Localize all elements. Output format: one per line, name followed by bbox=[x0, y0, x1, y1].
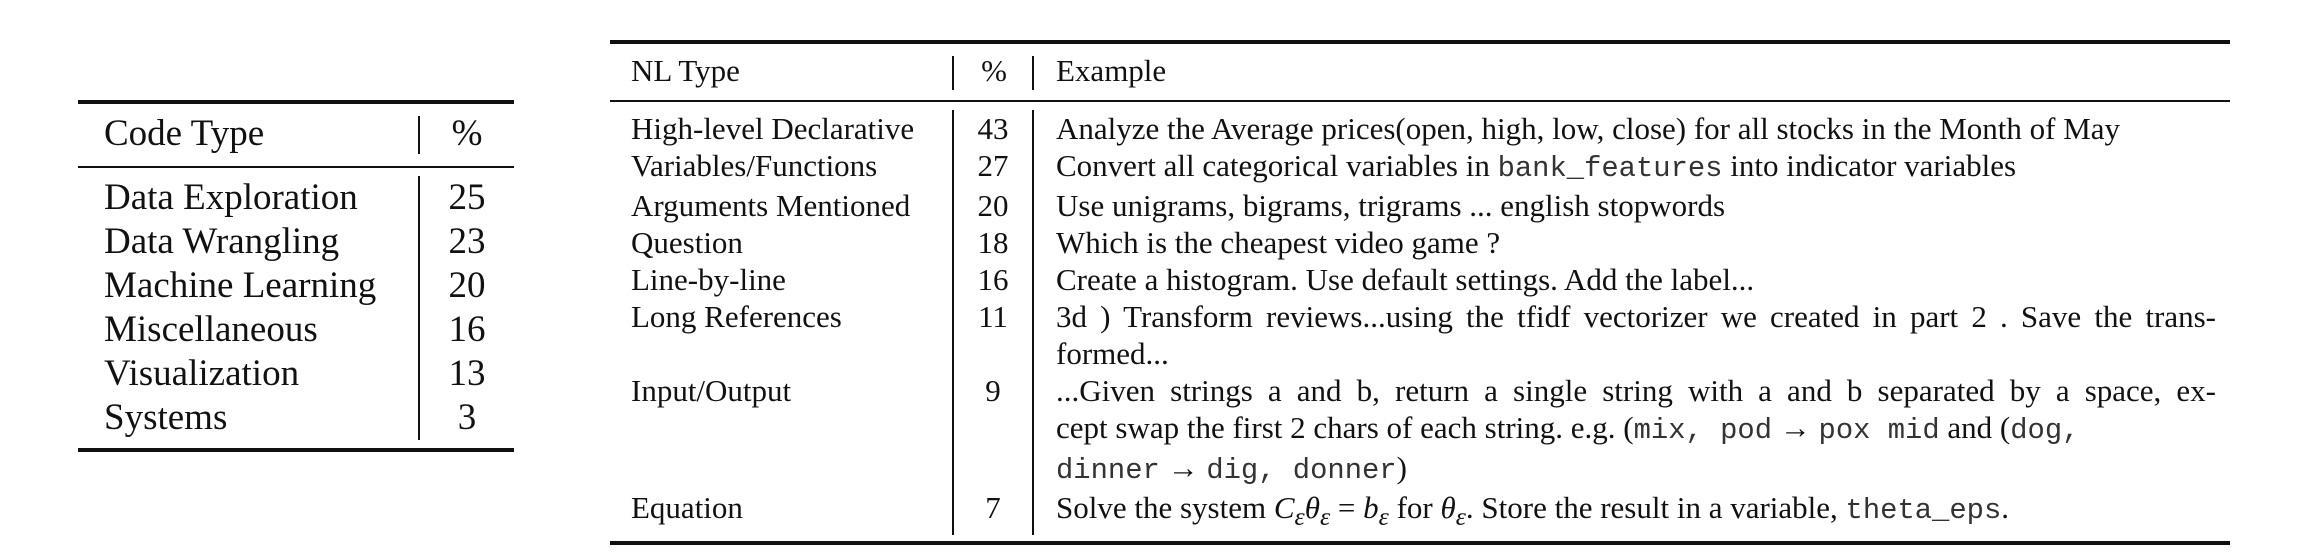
math-subscript: ε bbox=[1294, 502, 1305, 532]
table-row bbox=[610, 110, 2230, 147]
bottom-rule bbox=[610, 541, 2230, 545]
example-code: dig, donner bbox=[1206, 454, 1397, 487]
example-text-line3 bbox=[1056, 449, 2216, 489]
table-row bbox=[610, 489, 2230, 535]
math-symbol: θ bbox=[1304, 490, 1320, 525]
nl-type-cell: High-level Declarative bbox=[610, 110, 954, 147]
table-row bbox=[610, 372, 2230, 489]
nl-type-cell: Line-by-line bbox=[610, 261, 954, 298]
example-text-pre: Solve the system bbox=[1056, 490, 1274, 525]
example-text bbox=[1056, 147, 2216, 187]
example-code: mix, pod bbox=[1633, 414, 1773, 447]
header-code-type: Code Type bbox=[78, 104, 420, 166]
example-cell bbox=[1034, 372, 2230, 489]
table-row bbox=[78, 352, 514, 396]
example-text: Analyze the Average prices(open, high, low, close) for all stocks in the Month of May bbox=[1056, 111, 2121, 146]
math-symbol: θ bbox=[1440, 490, 1456, 525]
nl-type-cell: Long References bbox=[610, 298, 954, 372]
example-cell bbox=[1034, 489, 2230, 535]
example-code: theta_eps bbox=[1845, 494, 2002, 527]
example-text-line2: formed... bbox=[1056, 336, 1169, 371]
table-row bbox=[78, 220, 514, 264]
code-type-cell: Machine Learning bbox=[78, 264, 420, 308]
example-text: Which is the cheapest video game ? bbox=[1056, 225, 1501, 260]
percent-cell: 16 bbox=[448, 309, 486, 350]
table-row bbox=[78, 396, 514, 440]
example-code: bank_features bbox=[1497, 152, 1723, 185]
example-text-pre: Convert all categorical variables in bbox=[1056, 148, 1498, 183]
example-cell bbox=[1034, 110, 2230, 147]
nl-type-cell: Arguments Mentioned bbox=[610, 187, 954, 224]
example-code: dog, bbox=[2010, 414, 2080, 447]
header-row bbox=[610, 44, 2230, 100]
code-type-cell: Data Wrangling bbox=[78, 220, 420, 264]
table-row bbox=[78, 176, 514, 220]
math-equals: = bbox=[1330, 490, 1364, 525]
example-text-post: into indicator variables bbox=[1722, 148, 2017, 183]
example-text-mid: and ( bbox=[1939, 410, 2011, 445]
example-cell bbox=[1034, 147, 2230, 187]
table-row bbox=[610, 261, 2230, 298]
math-subscript: ε bbox=[1455, 502, 1466, 532]
nl-type-cell: Variables/Functions bbox=[610, 147, 954, 187]
math-subscript: ε bbox=[1319, 502, 1331, 532]
example-text-line1: ...Given strings a and b, return a single string with a and b separated by a space, ex- bbox=[1056, 373, 2216, 408]
code-type-cell: Miscellaneous bbox=[78, 308, 420, 352]
code-type-table bbox=[78, 100, 514, 452]
percent-cell: 3 bbox=[457, 397, 477, 438]
header-nl-type: NL Type bbox=[610, 44, 954, 100]
table-row bbox=[610, 298, 2230, 372]
example-text-line2 bbox=[1056, 409, 2216, 449]
percent-cell: 9 bbox=[954, 372, 1034, 489]
code-type-cell: Data Exploration bbox=[78, 176, 420, 220]
table-row bbox=[610, 147, 2230, 187]
example-text-end: . bbox=[2001, 490, 2009, 525]
example-text-line1: 3d ) Transform reviews...using the tfidf vectorizer we created in part 2 . Save the trans- bbox=[1056, 299, 2216, 334]
table-row bbox=[610, 224, 2230, 261]
percent-cell: 23 bbox=[448, 221, 486, 262]
table-body bbox=[610, 102, 2230, 541]
example-cell bbox=[1034, 224, 2230, 261]
percent-cell: 20 bbox=[448, 265, 486, 306]
percent-cell: 13 bbox=[448, 353, 486, 394]
arrow-symbol: → bbox=[1779, 410, 1811, 445]
percent-cell: 25 bbox=[448, 177, 486, 218]
percent-cell: 27 bbox=[954, 147, 1034, 187]
nl-type-cell: Equation bbox=[610, 489, 954, 535]
percent-cell: 18 bbox=[954, 224, 1034, 261]
example-text-pre: cept swap the first 2 chars of each string. e.g. ( bbox=[1056, 410, 1634, 445]
table-row bbox=[78, 264, 514, 308]
math-symbol: C bbox=[1273, 490, 1295, 525]
arrow-symbol: → bbox=[1167, 450, 1199, 485]
table-row bbox=[610, 187, 2230, 224]
percent-cell: 7 bbox=[954, 489, 1034, 535]
code-type-cell: Systems bbox=[78, 396, 420, 440]
example-text bbox=[1056, 489, 2216, 535]
percent-cell: 11 bbox=[954, 298, 1034, 372]
nl-type-cell: Question bbox=[610, 224, 954, 261]
header-row bbox=[78, 104, 514, 166]
math-subscript: ε bbox=[1378, 502, 1389, 532]
nl-type-cell: Input/Output bbox=[610, 372, 954, 489]
header-percent: % bbox=[954, 44, 1034, 100]
math-symbol: b bbox=[1363, 490, 1379, 525]
percent-cell: 43 bbox=[954, 110, 1034, 147]
example-text-for: for bbox=[1388, 490, 1441, 525]
header-example: Example bbox=[1056, 53, 1167, 88]
header-percent: % bbox=[451, 113, 483, 154]
code-type-cell: Visualization bbox=[78, 352, 420, 396]
example-text: Use unigrams, bigrams, trigrams ... english stopwords bbox=[1056, 188, 1726, 223]
example-text-post: . Store the result in a variable, bbox=[1465, 490, 1846, 525]
nl-type-table bbox=[610, 40, 2230, 545]
example-cell bbox=[1034, 261, 2230, 298]
example-text: Create a histogram. Use default settings. Add the label... bbox=[1056, 262, 1755, 297]
bottom-rule bbox=[78, 448, 514, 452]
example-code: dinner bbox=[1056, 454, 1160, 487]
example-cell bbox=[1034, 187, 2230, 224]
percent-cell: 16 bbox=[954, 261, 1034, 298]
percent-cell: 20 bbox=[954, 187, 1034, 224]
example-text-post: ) bbox=[1396, 450, 1407, 485]
table-row bbox=[78, 308, 514, 352]
example-code: pox mid bbox=[1818, 414, 1940, 447]
table-body bbox=[78, 168, 514, 448]
example-cell bbox=[1034, 298, 2230, 372]
